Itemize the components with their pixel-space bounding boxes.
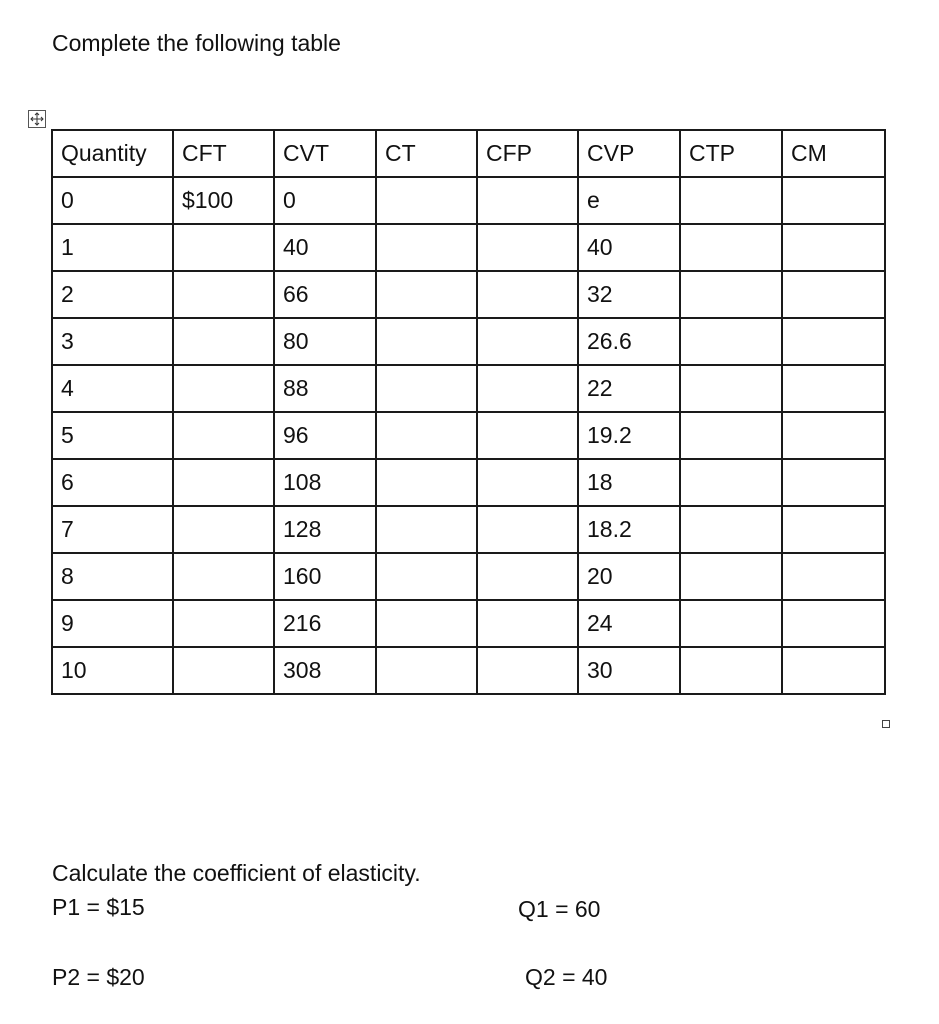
table-cell[interactable]: [782, 177, 885, 224]
table-cell[interactable]: 96: [274, 412, 376, 459]
table-cell[interactable]: [782, 224, 885, 271]
table-cell[interactable]: [477, 318, 578, 365]
table-row: [52, 553, 885, 600]
table-cell[interactable]: 10: [52, 647, 173, 694]
table-cell[interactable]: [173, 506, 274, 553]
table-cell[interactable]: $100: [173, 177, 274, 224]
table-cell[interactable]: [376, 271, 477, 318]
quantity-1: Q1 = 60: [518, 896, 601, 922]
table-cell[interactable]: [477, 647, 578, 694]
table-row: [52, 412, 885, 459]
table-cell[interactable]: 40: [578, 224, 680, 271]
table-cell[interactable]: 128: [274, 506, 376, 553]
table-cell[interactable]: [376, 412, 477, 459]
table-cell[interactable]: 7: [52, 506, 173, 553]
table-cell[interactable]: 1: [52, 224, 173, 271]
table-cell[interactable]: [376, 506, 477, 553]
cost-table: [51, 129, 886, 695]
price-1: P1 = $15: [52, 894, 145, 920]
table-cell[interactable]: [376, 647, 477, 694]
table-cell[interactable]: [782, 647, 885, 694]
table-cell[interactable]: 22: [578, 365, 680, 412]
table-cell[interactable]: [477, 365, 578, 412]
table-cell[interactable]: 9: [52, 600, 173, 647]
price-2: P2 = $20: [52, 964, 145, 990]
table-cell[interactable]: [782, 553, 885, 600]
table-cell[interactable]: [477, 177, 578, 224]
column-header[interactable]: CM: [782, 130, 885, 177]
table-cell[interactable]: [680, 365, 782, 412]
table-cell[interactable]: [680, 506, 782, 553]
table-cell[interactable]: 8: [52, 553, 173, 600]
table-cell[interactable]: [376, 600, 477, 647]
table-cell[interactable]: [376, 224, 477, 271]
table-cell[interactable]: [477, 553, 578, 600]
table-cell[interactable]: [680, 459, 782, 506]
table-cell[interactable]: 4: [52, 365, 173, 412]
table-move-handle-icon[interactable]: [28, 110, 46, 128]
column-header[interactable]: Quantity: [52, 130, 173, 177]
table-cell[interactable]: 24: [578, 600, 680, 647]
table-cell[interactable]: [376, 318, 477, 365]
table-cell[interactable]: 2: [52, 271, 173, 318]
table-cell[interactable]: [376, 177, 477, 224]
table-resize-handle[interactable]: [882, 720, 890, 728]
table-cell[interactable]: [173, 412, 274, 459]
table-cell[interactable]: 108: [274, 459, 376, 506]
table-cell[interactable]: [376, 553, 477, 600]
table-cell[interactable]: [782, 459, 885, 506]
table-cell[interactable]: 26.6: [578, 318, 680, 365]
table-row: [52, 271, 885, 318]
table-row: [52, 459, 885, 506]
table-row: [52, 224, 885, 271]
table-cell[interactable]: 80: [274, 318, 376, 365]
table-cell[interactable]: [376, 459, 477, 506]
table-cell[interactable]: [782, 271, 885, 318]
table-header-row: [52, 130, 885, 177]
table-cell[interactable]: [173, 600, 274, 647]
table-cell[interactable]: [477, 506, 578, 553]
column-header[interactable]: CVT: [274, 130, 376, 177]
table-row: [52, 647, 885, 694]
table-cell[interactable]: e: [578, 177, 680, 224]
table-cell[interactable]: [173, 365, 274, 412]
table-cell[interactable]: 18: [578, 459, 680, 506]
table-cell[interactable]: 6: [52, 459, 173, 506]
table-cell[interactable]: [680, 553, 782, 600]
table-row: [52, 600, 885, 647]
table-cell[interactable]: [173, 318, 274, 365]
table-cell[interactable]: [477, 224, 578, 271]
elasticity-prompt: Calculate the coefficient of elasticity.: [52, 860, 421, 886]
table-cell[interactable]: 66: [274, 271, 376, 318]
table-cell[interactable]: 88: [274, 365, 376, 412]
table-cell[interactable]: [782, 412, 885, 459]
table-cell[interactable]: 18.2: [578, 506, 680, 553]
table-cell[interactable]: [782, 318, 885, 365]
table-cell[interactable]: [680, 647, 782, 694]
table-cell[interactable]: 20: [578, 553, 680, 600]
table-row: [52, 506, 885, 553]
table-cell[interactable]: [173, 271, 274, 318]
table-cell[interactable]: [173, 553, 274, 600]
table-row: [52, 318, 885, 365]
table-cell[interactable]: [376, 365, 477, 412]
table-cell[interactable]: 40: [274, 224, 376, 271]
column-header[interactable]: CTP: [680, 130, 782, 177]
page-heading: Complete the following table: [52, 30, 341, 56]
table-cell[interactable]: [782, 506, 885, 553]
table-cell[interactable]: [680, 412, 782, 459]
table-cell[interactable]: [173, 224, 274, 271]
column-header[interactable]: CFT: [173, 130, 274, 177]
table-cell[interactable]: [173, 459, 274, 506]
table-cell[interactable]: 308: [274, 647, 376, 694]
table-cell[interactable]: [173, 647, 274, 694]
quantity-2: Q2 = 40: [525, 964, 608, 990]
table-row: [52, 365, 885, 412]
table-cell[interactable]: [477, 459, 578, 506]
table-cell[interactable]: [680, 318, 782, 365]
table-cell[interactable]: [680, 177, 782, 224]
table-cell[interactable]: 216: [274, 600, 376, 647]
column-header[interactable]: CFP: [477, 130, 578, 177]
table-cell[interactable]: 3: [52, 318, 173, 365]
table-cell[interactable]: [477, 600, 578, 647]
table-cell[interactable]: [680, 600, 782, 647]
table-cell[interactable]: 30: [578, 647, 680, 694]
table-cell[interactable]: [782, 600, 885, 647]
table-cell[interactable]: [782, 365, 885, 412]
table-cell[interactable]: [680, 224, 782, 271]
table-cell[interactable]: 0: [274, 177, 376, 224]
table-row: [52, 177, 885, 224]
column-header[interactable]: CVP: [578, 130, 680, 177]
table-cell[interactable]: [680, 271, 782, 318]
column-header[interactable]: CT: [376, 130, 477, 177]
table-cell[interactable]: 5: [52, 412, 173, 459]
table-cell[interactable]: [477, 271, 578, 318]
table-cell[interactable]: 0: [52, 177, 173, 224]
table-cell[interactable]: 32: [578, 271, 680, 318]
table-cell[interactable]: 19.2: [578, 412, 680, 459]
table-cell[interactable]: [477, 412, 578, 459]
table-cell[interactable]: 160: [274, 553, 376, 600]
